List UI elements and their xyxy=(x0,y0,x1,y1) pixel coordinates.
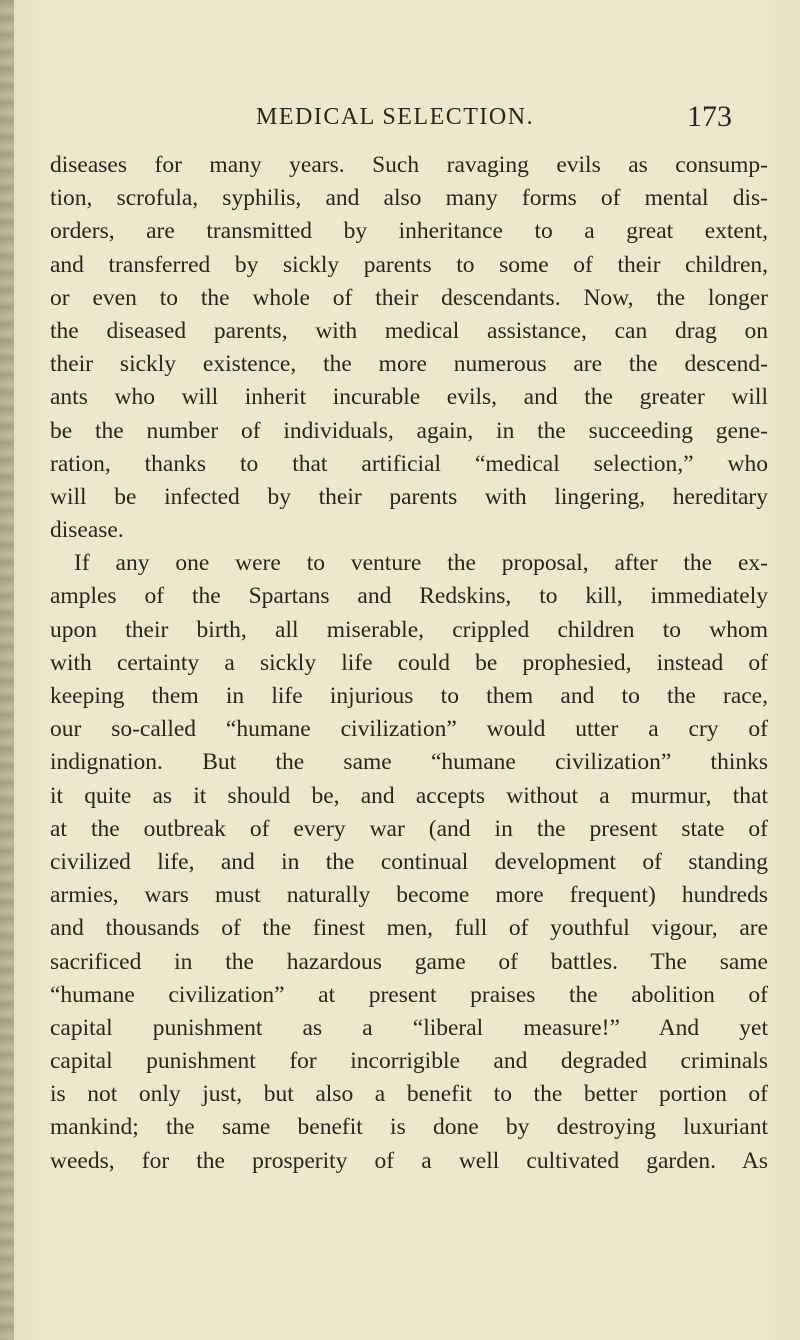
text-line: ration, thanks to that artificial “medical selection,” who xyxy=(50,450,768,477)
text-line: it quite as it should be, and accepts without a murmur, that xyxy=(50,782,768,809)
text-line: sacrificed in the hazardous game of battles. The same xyxy=(50,948,768,975)
page-header xyxy=(70,100,770,144)
text-line: If any one were to venture the proposal, after the ex- xyxy=(74,550,768,577)
text-line: at the outbreak of every war (and in the present state of xyxy=(50,815,768,842)
text-line: diseases for many years. Such ravaging evils as consump- xyxy=(50,152,768,178)
text-line: indignation. But the same “humane civilization” thinks xyxy=(50,749,768,776)
body-text xyxy=(50,149,768,1178)
text-line: is not only just, but also a benefit to the better portion of xyxy=(50,1081,768,1108)
text-line: “humane civilization” at present praises the abolition of xyxy=(50,981,768,1008)
text-line: keeping them in life injurious to them and to the race, xyxy=(50,683,768,709)
paragraph-2 xyxy=(50,547,768,1178)
text-line: upon their birth, all miserable, crippled children to whom xyxy=(50,616,768,643)
text-line: armies, wars must naturally become more frequent) hundreds xyxy=(50,882,768,909)
text-line: disease. xyxy=(50,517,124,544)
paragraph-1 xyxy=(50,149,768,547)
text-line: civilized life, and in the continual development of standing xyxy=(50,848,768,875)
text-line: capital punishment as a “liberal measure!” And yet xyxy=(50,1014,768,1041)
text-line: amples of the Spartans and Redskins, to kill, immediately xyxy=(50,583,768,610)
text-line: ants who will inherit incurable evils, and the greater will xyxy=(50,384,768,411)
text-line: the diseased parents, with medical assistance, can drag on xyxy=(50,317,768,344)
text-line: orders, are transmitted by inheritance to a great extent, xyxy=(50,218,768,245)
text-line: capital punishment for incorrigible and degraded criminals xyxy=(50,1048,768,1075)
text-line: and transferred by sickly parents to some of their children, xyxy=(50,251,768,278)
text-line: with certainty a sickly life could be prophesied, instead of xyxy=(50,649,768,676)
text-line: weeds, for the prosperity of a well cultivated garden. As xyxy=(50,1147,768,1174)
text-line: and thousands of the finest men, full of youthful vigour, are xyxy=(50,915,768,942)
text-line: or even to the whole of their descendants. Now, the longer xyxy=(50,284,768,311)
running-head: MEDICAL SELECTION. xyxy=(256,104,535,130)
text-line: our so-called “humane civilization” would utter a cry of xyxy=(50,716,768,743)
binding-edge xyxy=(0,0,14,1340)
page-number: 173 xyxy=(687,100,732,133)
text-line: their sickly existence, the more numerous are the descend- xyxy=(50,351,768,378)
text-line: mankind; the same benefit is done by destroying luxuriant xyxy=(50,1114,768,1141)
text-line: tion, scrofula, syphilis, and also many forms of mental dis- xyxy=(50,185,768,212)
text-line: be the number of individuals, again, in the succeeding gene- xyxy=(50,417,768,444)
text-line: will be infected by their parents with lingering, hereditary xyxy=(50,483,768,510)
